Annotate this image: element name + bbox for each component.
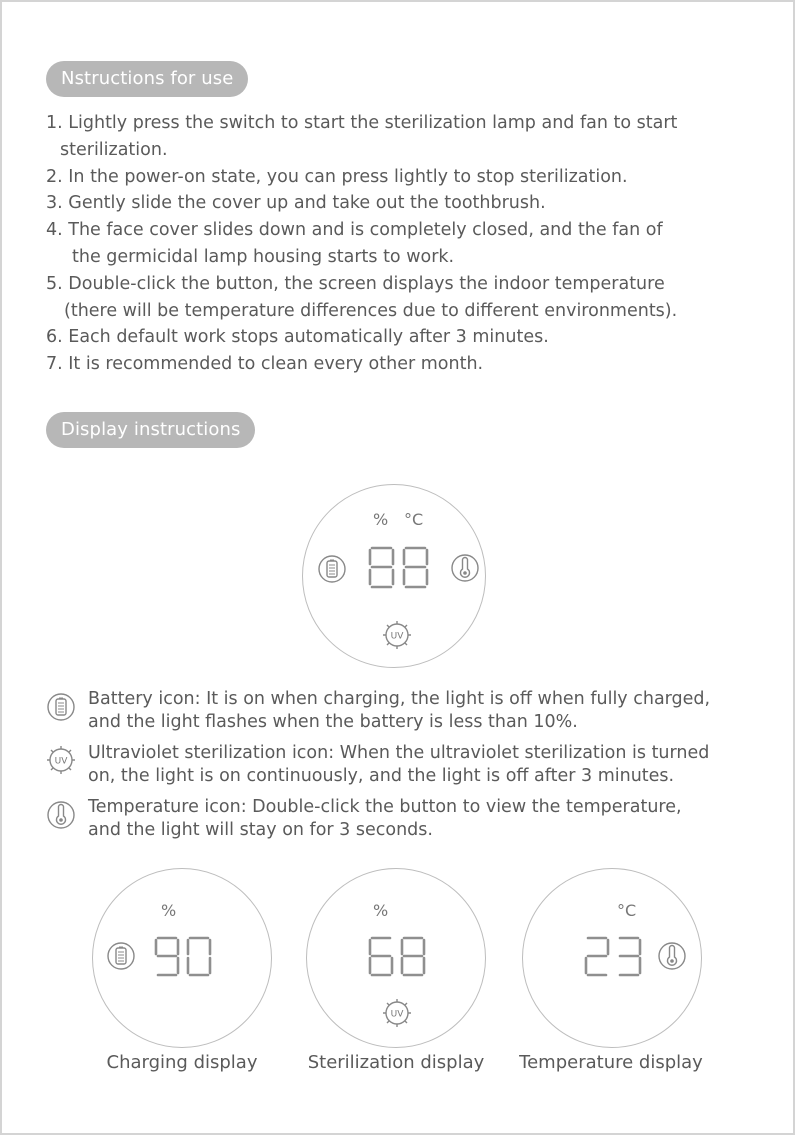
battery-icon	[46, 692, 76, 722]
legend-uv-line2: on, the light is on continuously, and the light is off after 3 minutes.	[88, 766, 675, 786]
percent-symbol: %	[373, 510, 389, 529]
celsius-symbol: °C	[617, 901, 637, 920]
uv-label: UV	[390, 1009, 404, 1020]
seven-segment-digits-23	[583, 935, 643, 979]
uv-icon	[381, 619, 415, 653]
legend-uv-line1: Ultraviolet sterilization icon: When the ultraviolet sterilization is turned	[88, 743, 710, 763]
svg-text:UV: UV	[54, 756, 68, 767]
step-2: 2. In the power-on state, you can press lightly to stop sterilization.	[46, 166, 628, 187]
legend-temperature	[46, 797, 766, 848]
legend-temperature-line2: and the light will stay on for 3 seconds.	[88, 820, 433, 840]
caption-charging: Charging display	[106, 1052, 258, 1073]
legend-temperature-line1: Temperature icon: Double-click the button to view the temperature,	[88, 797, 682, 817]
celsius-symbol: °C	[404, 510, 424, 529]
uv-icon	[381, 997, 415, 1031]
legend-battery-line2: and the light flashes when the battery is less than 10%.	[88, 712, 578, 732]
charging-display-circle	[92, 868, 272, 1048]
thermometer-icon	[46, 800, 76, 830]
instruction-steps	[46, 110, 766, 378]
seven-segment-digits-88	[367, 545, 431, 591]
section-title-display: Display instructions	[46, 412, 255, 448]
section-title-instructions: Nstructions for use	[46, 61, 248, 97]
legend-uv	[46, 743, 766, 794]
uv-label: UV	[390, 631, 404, 642]
sterilization-display-circle	[306, 868, 486, 1048]
seven-segment-digits-68	[367, 935, 427, 979]
step-5-cont: (there will be temperature differences due to different environments).	[64, 300, 678, 321]
legend-battery-line1: Battery icon: It is on when charging, the light is off when fully charged,	[88, 689, 711, 709]
thermometer-icon	[658, 942, 688, 972]
step-7: 7. It is recommended to clean every other month.	[46, 354, 484, 375]
step-4: 4. The face cover slides down and is completely closed, and the fan of	[46, 220, 663, 241]
step-3: 3. Gently slide the cover up and take out the toothbrush.	[46, 193, 546, 214]
step-6: 6. Each default work stops automatically after 3 minutes.	[46, 327, 549, 348]
battery-icon	[318, 555, 348, 585]
percent-symbol: %	[373, 901, 389, 920]
temperature-display-circle	[522, 868, 702, 1048]
step-1-cont: sterilization.	[60, 139, 168, 160]
percent-symbol: %	[161, 901, 177, 920]
main-display-circle	[302, 484, 486, 668]
uv-icon	[45, 744, 77, 776]
step-5: 5. Double-click the button, the screen displays the indoor temperature	[46, 273, 665, 294]
step-1: 1. Lightly press the switch to start the sterilization lamp and fan to start	[46, 113, 678, 133]
battery-icon	[107, 942, 137, 972]
step-4-cont: the germicidal lamp housing starts to work.	[72, 246, 455, 267]
seven-segment-digits-90	[153, 935, 213, 979]
legend-battery	[46, 689, 766, 740]
caption-temperature: Temperature display	[519, 1052, 703, 1073]
thermometer-icon	[451, 554, 481, 584]
caption-sterilization: Sterilization display	[307, 1052, 485, 1073]
